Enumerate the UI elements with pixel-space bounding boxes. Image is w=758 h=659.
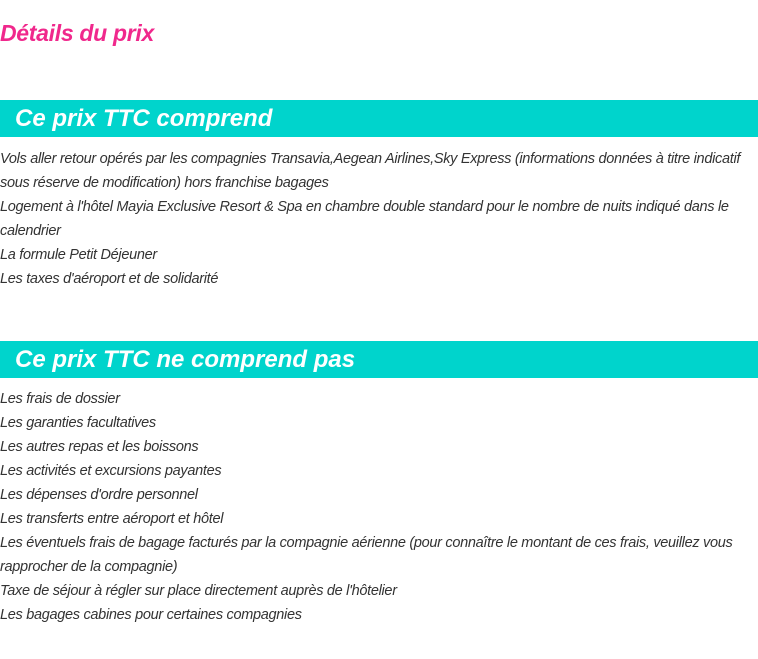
list-item: Logement à l'hôtel Mayia Exclusive Resort & Spa en chambre double standard pour le nombre de nuits indiqué dans le calendrier — [0, 199, 729, 239]
excluded-section-heading: Ce prix TTC ne comprend pas — [0, 341, 758, 378]
page-title: Détails du prix — [0, 20, 154, 46]
list-item: Taxe de séjour à régler sur place directement auprès de l'hôtelier — [0, 583, 397, 599]
list-item: Les garanties facultatives — [0, 415, 156, 431]
list-item: Les taxes d'aéroport et de solidarité — [0, 271, 219, 287]
list-item: Les bagages cabines pour certaines compagnies — [0, 607, 302, 623]
list-item: Les activités et excursions payantes — [0, 463, 222, 479]
list-item: Les transferts entre aéroport et hôtel — [0, 511, 224, 527]
list-item: Les frais de dossier — [0, 391, 120, 407]
included-items-list — [0, 147, 758, 291]
included-section-heading: Ce prix TTC comprend — [0, 100, 758, 137]
list-item: Les dépenses d'ordre personnel — [0, 487, 198, 503]
list-item: La formule Petit Déjeuner — [0, 247, 157, 263]
excluded-items-list — [0, 387, 758, 627]
list-item: Les éventuels frais de bagage facturés par la compagnie aérienne (pour connaître le montant de ces frais, veuillez vous rapprocher de la compagnie) — [0, 535, 733, 575]
list-item: Les autres repas et les boissons — [0, 439, 199, 455]
list-item: Vols aller retour opérés par les compagnies Transavia,Aegean Airlines,Sky Express (informations données à titre indicatif sous réserve de modification) hors franchise bagages — [0, 151, 741, 191]
